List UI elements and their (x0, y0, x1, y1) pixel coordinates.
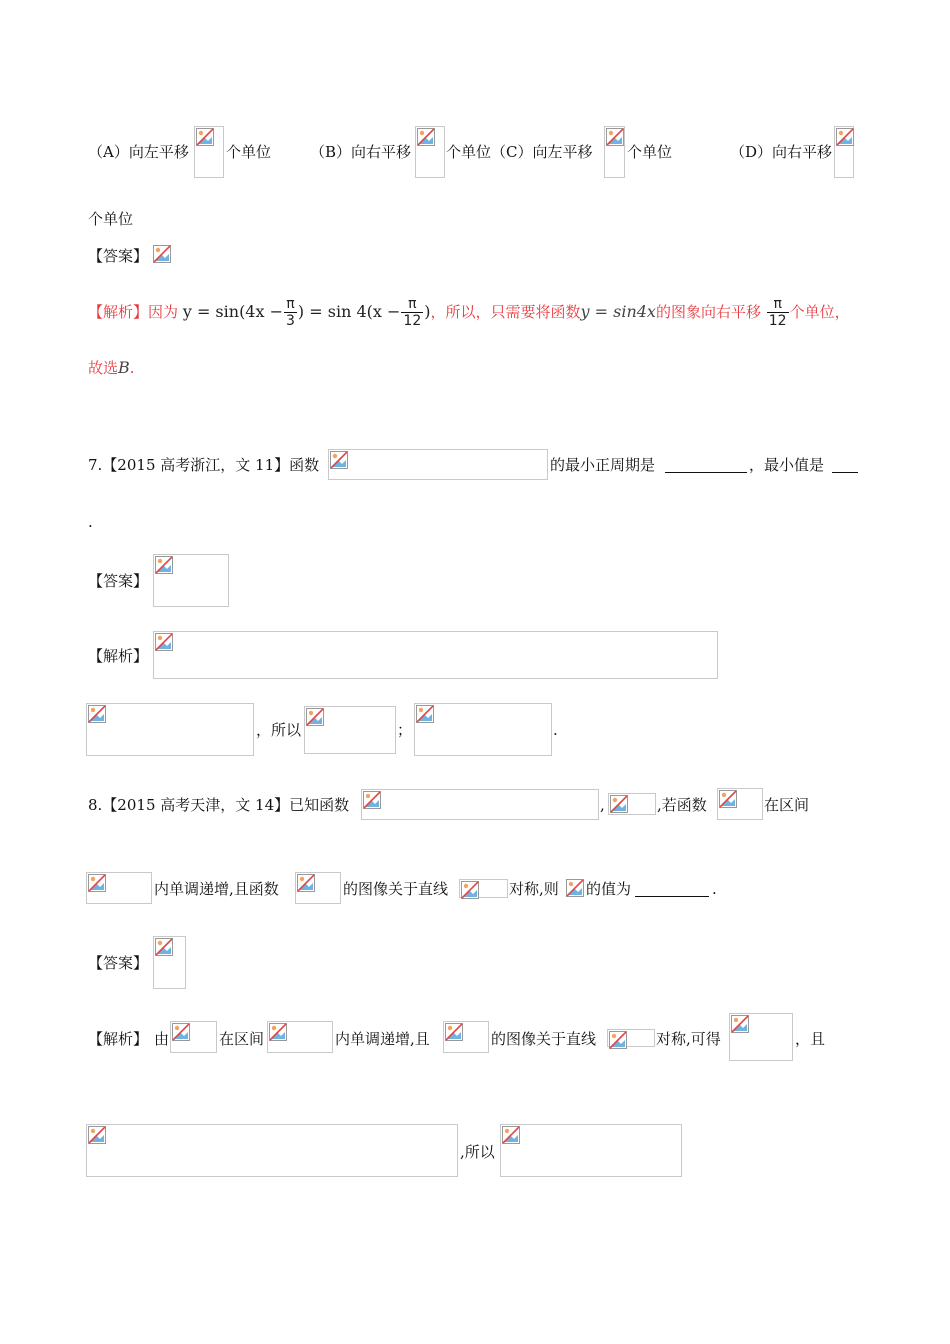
formula-end: ) (424, 302, 431, 321)
fraction-denominator: 3 (286, 313, 295, 329)
answer-label: 【答案】 (88, 572, 149, 590)
choice-letter: B (118, 358, 130, 377)
q8-title: 8.【2015 高考天津，文 14】已知函数 (88, 796, 350, 814)
broken-image-icon (417, 128, 435, 146)
broken-image-icon (731, 1015, 749, 1033)
q8-text: 由 (154, 1030, 170, 1048)
broken-image-icon (153, 245, 171, 263)
fraction-numerator: π (401, 296, 423, 313)
analysis-label: 【解析】 (88, 1030, 149, 1048)
broken-image-icon (330, 451, 348, 469)
fraction-numerator: π (767, 296, 789, 313)
q7-text: 的最小正周期是 (550, 456, 656, 474)
broken-image-icon (155, 556, 173, 574)
option-a-label: （A）向左平移 (88, 143, 189, 161)
image-placeholder (86, 872, 152, 904)
analysis-text: ，所以，只需要将函数 (430, 303, 581, 321)
image-placeholder (267, 1021, 333, 1053)
image-placeholder (153, 554, 229, 607)
image-placeholder (608, 793, 656, 815)
broken-image-icon (416, 705, 434, 723)
image-placeholder (566, 879, 586, 898)
period: . (553, 721, 558, 739)
answer-label: 【答案】 (88, 247, 149, 265)
option-d-unit: 个单位 (88, 210, 134, 228)
broken-image-icon (155, 633, 173, 651)
option-d-label: （D）向右平移 (730, 143, 833, 161)
fraction-denominator: 12 (768, 313, 787, 329)
option-b-label: （B）向右平移 (310, 143, 412, 161)
so-text: ，所以 (256, 721, 302, 739)
image-placeholder (604, 126, 625, 178)
broken-image-icon (610, 795, 628, 813)
image-placeholder (86, 1124, 458, 1177)
analysis-line-2 (88, 358, 135, 378)
q7-text: ，最小值是 (749, 456, 825, 474)
answer-blank (635, 896, 709, 897)
broken-image-icon (566, 879, 584, 897)
analysis-line-1 (88, 294, 850, 330)
answer-blank (832, 472, 858, 473)
q8-text: 在区间 (764, 796, 810, 814)
broken-image-icon (297, 874, 315, 892)
image-placeholder (443, 1021, 489, 1053)
image-placeholder (153, 245, 173, 266)
q8-text: 对称,可得 (656, 1030, 721, 1048)
function-expression: y = sin4x (580, 302, 656, 321)
q8-text: 内单调递增,且函数 (154, 880, 279, 898)
answer-blank (665, 472, 747, 473)
image-placeholder (328, 449, 548, 480)
image-placeholder (459, 879, 508, 898)
option-b-c-label: 个单位（C）向左平移 (446, 143, 593, 161)
answer-label: 【答案】 (88, 954, 149, 972)
broken-image-icon (836, 128, 854, 146)
q8-text: 内单调递增,且 (335, 1030, 430, 1048)
image-placeholder (361, 789, 599, 820)
broken-image-icon (88, 705, 106, 723)
broken-image-icon (719, 790, 737, 808)
q7-period: . (88, 513, 93, 531)
image-placeholder (304, 706, 396, 754)
analysis-label: 【解析】 (88, 303, 149, 321)
q8-text: 的图像关于直线 (491, 1030, 597, 1048)
image-placeholder (86, 703, 254, 756)
broken-image-icon (172, 1023, 190, 1041)
image-placeholder (295, 872, 341, 904)
broken-image-icon (502, 1126, 520, 1144)
formula-lhs: y = sin(4x − (182, 302, 283, 321)
q8-text: 在区间 (219, 1030, 265, 1048)
broken-image-icon (606, 128, 624, 146)
fraction-numerator: π (284, 296, 297, 313)
image-placeholder (500, 1124, 682, 1177)
analysis-label: 【解析】 (88, 647, 149, 665)
q8-text: 对称,则 (509, 880, 559, 898)
broken-image-icon (155, 938, 173, 956)
image-placeholder (153, 631, 718, 679)
broken-image-icon (196, 128, 214, 146)
fraction-denominator: 12 (403, 313, 422, 329)
broken-image-icon (88, 874, 106, 892)
image-placeholder (729, 1013, 793, 1061)
image-placeholder (170, 1021, 217, 1053)
broken-image-icon (306, 708, 324, 726)
fraction-pi-3 (284, 296, 297, 329)
image-placeholder (414, 703, 552, 756)
q8-text: 的图像关于直线 (343, 880, 449, 898)
analysis-text: 的图象向右平移 (655, 303, 761, 321)
fraction-pi-12 (767, 296, 789, 329)
broken-image-icon (609, 1031, 627, 1049)
broken-image-icon (269, 1023, 287, 1041)
period: . (129, 359, 135, 377)
option-a-unit: 个单位 (226, 143, 272, 161)
image-placeholder (607, 1029, 655, 1047)
option-c-unit: 个单位 (627, 143, 673, 161)
formula-mid: ) = sin 4(x − (297, 302, 401, 321)
broken-image-icon (461, 881, 479, 899)
image-placeholder (717, 788, 763, 820)
image-placeholder (153, 936, 186, 989)
conclusion-text: 故选 (88, 359, 119, 377)
analysis-because: 因为 (148, 303, 179, 321)
image-placeholder (415, 126, 445, 178)
broken-image-icon (445, 1023, 463, 1041)
image-placeholder (194, 126, 224, 178)
broken-image-icon (363, 791, 381, 809)
comma: , (600, 796, 605, 814)
image-placeholder (834, 126, 854, 178)
q8-text: ，且 (795, 1030, 826, 1048)
broken-image-icon (88, 1126, 106, 1144)
semicolon: ； (397, 721, 413, 739)
fraction-pi-12 (401, 296, 423, 329)
q7-title: 7.【2015 高考浙江，文 11】函数 (88, 456, 320, 474)
q8-text: ,若函数 (657, 796, 707, 814)
q8-text: 的值为 (586, 880, 632, 898)
so-text: ,所以 (460, 1143, 495, 1161)
period: . (712, 880, 717, 898)
analysis-text: 个单位， (789, 303, 850, 321)
